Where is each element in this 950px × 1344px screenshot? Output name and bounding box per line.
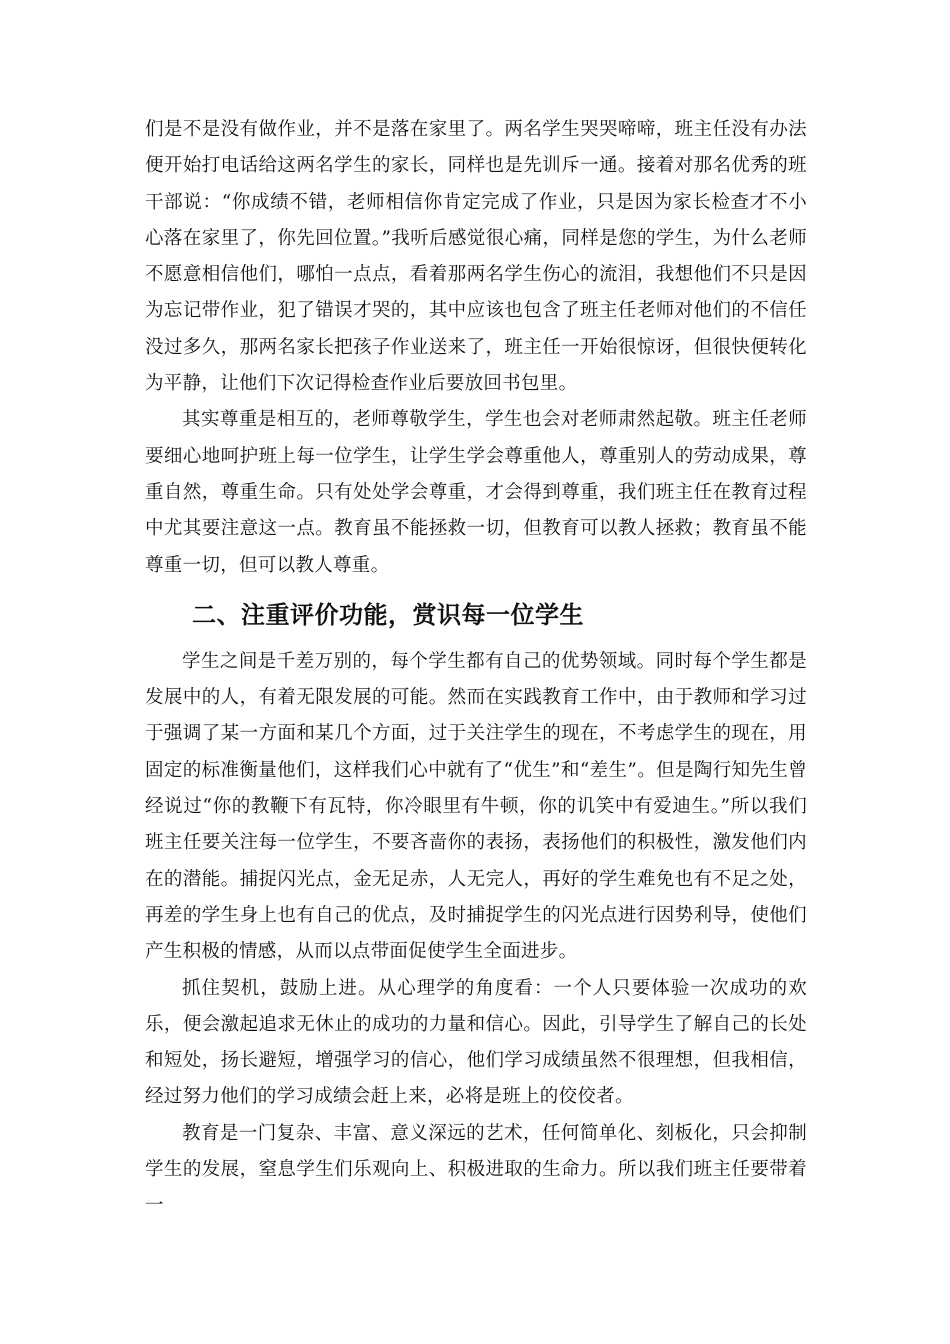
- paragraph-2: 其实尊重是相互的，老师尊敬学生，学生也会对老师肃然起敬。班主任老师要细心地呵护班上每一位学生，让学生学会尊重他人，尊重别人的劳动成果，尊重自然，尊重生命。只有处处学会尊重，才会得到尊重，我们班主任在教育过程中尤其要注意这一点。教育虽不能拯救一切，但教育可以教人拯救；教育虽不能尊重一切，但可以教人尊重。: [145, 409, 807, 576]
- document-body: [145, 112, 807, 1225]
- paragraph-4: 抓住契机，鼓励上进。从心理学的角度看：一个人只要体验一次成功的欢乐，便会激起追求无休止的成功的力量和信心。因此，引导学生了解自己的长处和短处，扬长避短，增强学习的信心，他们学习成绩虽然不很理想，但我相信，经过努力他们的学习成绩会赶上来，必将是班上的佼佼者。: [145, 977, 807, 1108]
- paragraph-5: 教育是一门复杂、丰富、意义深远的艺术，任何简单化、刻板化，只会抑制学生的发展，窒息学生们乐观向上、积极进取的生命力。所以我们班主任要带着一: [145, 1122, 807, 1217]
- paragraph-1: 们是不是没有做作业，并不是落在家里了。两名学生哭哭啼啼，班主任没有办法便开始打电话给这两名学生的家长，同样也是先训斥一通。接着对那名优秀的班干部说：“你成绩不错，老师相信你肯定完成了作业，只是因为家长检查才不小心落在家里了，你先回位置。”我听后感觉很心痛，同样是您的学生，为什么老师不愿意相信他们，哪怕一点点，看着那两名学生伤心的流泪，我想他们不只是因为忘记带作业，犯了错误才哭的，其中应该也包含了班主任老师对他们的不信任没过多久，那两名家长把孩子作业送来了，班主任一开始很惊讶，但很快便转化为平静，让他们下次记得检查作业后要放回书包里。: [145, 119, 807, 395]
- paragraph-3: 学生之间是千差万别的，每个学生都有自己的优势领域。同时每个学生都是发展中的人，有着无限发展的可能。然而在实践教育工作中，由于教师和学习过于强调了某一方面和某几个方面，过于关注学生的现在，不考虑学生的现在，用固定的标准衡量他们，这样我们心中就有了“优生”和“差生”。但是陶行知先生曾经说过“你的教鞭下有瓦特，你冷眼里有牛顿，你的讥笑中有爱迪生。”所以我们班主任要关注每一位学生，不要吝啬你的表扬，表扬他们的积极性，激发他们内在的潜能。捕捉闪光点，金无足赤，人无完人，再好的学生难免也有不足之处，再差的学生身上也有自己的优点，及时捕捉学生的闪光点进行因势利导，使他们产生积极的情感，从而以点带面促使学生全面进步。: [145, 650, 807, 963]
- section-heading: 二、注重评价功能，赏识每一位学生: [192, 600, 584, 629]
